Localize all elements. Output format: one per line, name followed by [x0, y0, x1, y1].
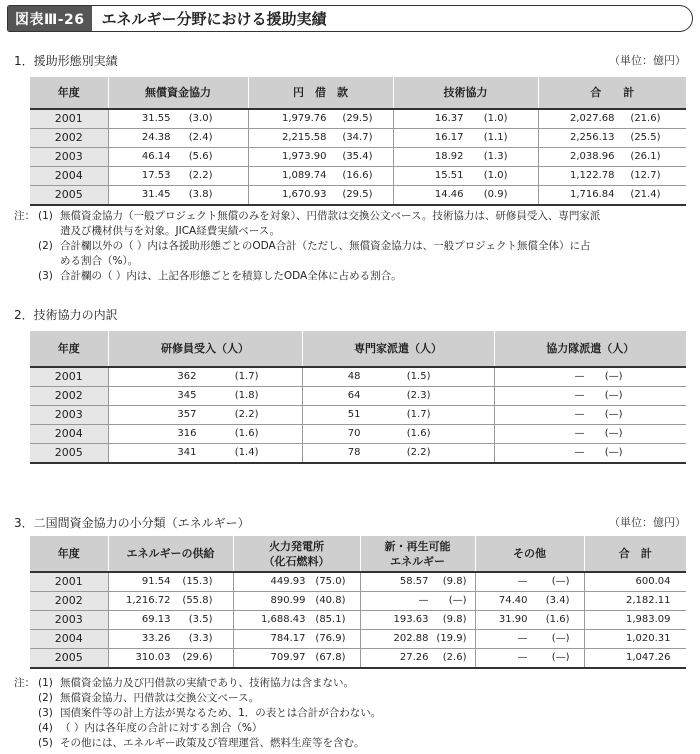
value-percentage: (16.6): [342, 170, 373, 181]
value-percentage: (2.4): [188, 132, 213, 143]
value-amount: 890.99: [270, 595, 306, 606]
value-cell: [248, 167, 393, 186]
value-cell: [108, 109, 248, 129]
value-amount: 51: [347, 409, 361, 420]
table-row: [30, 649, 686, 669]
note-line: [14, 676, 381, 691]
section3-notes: [14, 676, 381, 751]
year-cell: 2003: [30, 611, 108, 630]
value-cell: [360, 611, 475, 630]
column-header-label: 年度: [57, 86, 80, 99]
value-percentage: (2.2): [406, 447, 431, 458]
value-cell: [108, 592, 233, 611]
value-percentage: (67.8): [315, 652, 346, 663]
value-amount: 58.57: [399, 576, 429, 587]
value-cell: [475, 572, 584, 592]
note-number: (4): [38, 722, 53, 734]
value-amount: —: [574, 390, 585, 401]
value-amount: —: [517, 633, 528, 644]
note-indent: [14, 691, 38, 706]
value-amount: 1,122.78: [569, 170, 615, 181]
value-cell: [584, 649, 686, 669]
note-text: 国債案件等の計上方法が異なるため、1．の表とは合計が合わない。: [60, 707, 382, 719]
value-percentage: (34.7): [342, 132, 373, 143]
value-cell: [302, 425, 494, 444]
column-header: [30, 331, 108, 367]
value-amount: —: [574, 447, 585, 458]
value-cell: [393, 109, 538, 129]
value-percentage: (5.6): [188, 151, 213, 162]
value-cell: [494, 425, 686, 444]
value-amount: 449.93: [270, 576, 306, 587]
value-amount: 31.90: [498, 614, 528, 625]
value-percentage: (85.1): [315, 614, 346, 625]
value-amount: 600.04: [635, 576, 671, 587]
note-text: 無償資金協力（一般プロジェクト無償のみを対象）、円借款は交換公文ベース。技術協力は、研修員受入、専門家派: [60, 210, 601, 222]
figure-number: 図表Ⅲ-26: [8, 6, 92, 31]
value-cell: [108, 649, 233, 669]
value-amount: —: [574, 371, 585, 382]
table-row: [30, 425, 686, 444]
value-cell: [108, 425, 302, 444]
value-amount: —: [517, 576, 528, 587]
value-percentage: (1.5): [406, 371, 431, 382]
value-percentage: (29.6): [182, 652, 213, 663]
column-header: [584, 536, 686, 572]
value-percentage: (—): [551, 652, 570, 663]
column-header: [538, 77, 686, 109]
value-cell: [248, 148, 393, 167]
column-header-label: 円 借 款: [293, 86, 348, 99]
column-header: [360, 536, 475, 572]
column-header: [108, 331, 302, 367]
value-amount: 70: [347, 428, 361, 439]
value-amount: 709.97: [270, 652, 306, 663]
value-cell: [494, 444, 686, 464]
note-line: [14, 691, 381, 706]
value-amount: 1,089.74: [281, 170, 327, 181]
column-header: [108, 77, 248, 109]
note-number: (1): [38, 210, 53, 222]
year-cell: 2005: [30, 186, 108, 206]
column-header-sublabel: （化石燃料）: [263, 554, 330, 568]
note-indent: [14, 269, 38, 284]
note-number: (3): [38, 707, 53, 719]
table-row: [30, 630, 686, 649]
value-amount: 17.53: [141, 170, 171, 181]
value-cell: [538, 167, 686, 186]
value-percentage: (75.0): [315, 576, 346, 587]
value-cell: [233, 630, 360, 649]
value-cell: [584, 630, 686, 649]
table-row: [30, 592, 686, 611]
note-number: (3): [38, 270, 53, 282]
value-cell: [475, 611, 584, 630]
note-line: [14, 254, 600, 269]
value-amount: 345: [177, 390, 197, 401]
value-cell: [302, 444, 494, 464]
note-number: (2): [38, 692, 53, 704]
value-percentage: (2.2): [234, 409, 259, 420]
value-amount: 2,256.13: [569, 132, 615, 143]
column-header-label: 年度: [57, 342, 80, 355]
column-header-label: 協力隊派遣（人）: [546, 342, 635, 355]
value-amount: 74.40: [498, 595, 528, 606]
value-cell: [248, 129, 393, 148]
year-cell: 2005: [30, 444, 108, 464]
column-header-label: 合 計: [590, 86, 635, 99]
note-text: 無償資金協力、円借款は交換公文ベース。: [60, 692, 260, 704]
value-percentage: (0.9): [483, 189, 508, 200]
value-amount: 1,020.31: [625, 633, 671, 644]
value-amount: —: [418, 595, 429, 606]
value-amount: 316: [177, 428, 197, 439]
value-cell: [248, 186, 393, 206]
value-amount: 15.51: [434, 170, 464, 181]
value-cell: [108, 148, 248, 167]
year-cell: 2004: [30, 630, 108, 649]
section1-heading: 1．援助形態別実績: [14, 54, 118, 68]
column-header-label: 技術協力: [443, 86, 488, 99]
note-text: その他には、エネルギー政策及び管理運営、燃料生産等を含む。: [60, 737, 365, 749]
value-amount: 27.26: [399, 652, 429, 663]
year-cell: 2001: [30, 572, 108, 592]
value-percentage: (3.5): [188, 614, 213, 625]
value-percentage: (1.7): [406, 409, 431, 420]
value-percentage: (55.8): [182, 595, 213, 606]
note-indent: [38, 224, 60, 239]
table-row: [30, 367, 686, 387]
value-cell: [108, 444, 302, 464]
value-cell: [584, 592, 686, 611]
value-cell: [233, 592, 360, 611]
year-cell: 2002: [30, 129, 108, 148]
value-amount: 2,182.11: [625, 595, 671, 606]
value-cell: [538, 129, 686, 148]
table-row: [30, 129, 686, 148]
value-amount: 31.55: [141, 113, 171, 124]
value-amount: 2,038.96: [569, 151, 615, 162]
value-cell: [538, 109, 686, 129]
value-cell: [538, 186, 686, 206]
value-amount: 18.92: [434, 151, 464, 162]
column-header: [108, 536, 233, 572]
column-header: [475, 536, 584, 572]
figure-title: エネルギー分野における援助実績: [101, 10, 327, 28]
value-cell: [584, 572, 686, 592]
value-cell: [475, 630, 584, 649]
note-line: [14, 269, 600, 284]
value-percentage: (9.8): [442, 576, 467, 587]
value-amount: 31.45: [141, 189, 171, 200]
table-row: [30, 186, 686, 206]
table-technical-cooperation: [30, 331, 686, 464]
note-indent: [38, 254, 60, 269]
value-cell: [538, 148, 686, 167]
value-percentage: (1.0): [483, 170, 508, 181]
value-percentage: (1.6): [545, 614, 570, 625]
value-amount: 16.17: [434, 132, 464, 143]
value-amount: 1,979.76: [281, 113, 327, 124]
value-amount: 310.03: [135, 652, 171, 663]
table-aid-by-type: [30, 77, 686, 206]
value-amount: 1,688.43: [260, 614, 306, 625]
value-amount: 1,670.93: [281, 189, 327, 200]
note-indent: [14, 239, 38, 254]
value-percentage: (9.8): [442, 614, 467, 625]
table-row: [30, 167, 686, 186]
value-amount: 46.14: [141, 151, 171, 162]
value-amount: 69.13: [141, 614, 171, 625]
value-cell: [108, 630, 233, 649]
figure-title-bar: [7, 5, 693, 32]
note-number: (5): [38, 737, 53, 749]
column-header-label: 専門家派遣（人）: [354, 342, 442, 355]
value-amount: 1,047.26: [625, 652, 671, 663]
value-percentage: (1.1): [483, 132, 508, 143]
value-cell: [248, 109, 393, 129]
table-row: [30, 611, 686, 630]
value-percentage: (1.6): [406, 428, 431, 439]
value-percentage: (21.6): [630, 113, 661, 124]
value-cell: [108, 572, 233, 592]
column-header: [248, 77, 393, 109]
value-percentage: (29.5): [342, 189, 373, 200]
note-text: 遣及び機材供与を対象。JICA経費実績ベース。: [60, 225, 280, 237]
value-percentage: (29.5): [342, 113, 373, 124]
value-amount: 48: [347, 371, 361, 382]
section1-notes: [14, 209, 600, 284]
value-percentage: (—): [604, 371, 623, 382]
value-percentage: (1.8): [234, 390, 259, 401]
table-row: [30, 406, 686, 425]
value-cell: [360, 649, 475, 669]
value-amount: 1,716.84: [569, 189, 615, 200]
note-line: [14, 209, 600, 224]
column-header-label: その他: [513, 547, 546, 560]
year-cell: 2004: [30, 167, 108, 186]
value-percentage: (3.4): [545, 595, 570, 606]
value-amount: —: [574, 409, 585, 420]
note-indent: [14, 254, 38, 269]
value-percentage: (—): [604, 409, 623, 420]
column-header-label: 火力発電所: [269, 539, 324, 553]
value-percentage: (1.7): [234, 371, 259, 382]
section1-unit: （単位：億円）: [609, 54, 686, 67]
value-amount: 202.88: [393, 633, 429, 644]
column-header-sublabel: エネルギー: [390, 554, 445, 568]
value-cell: [360, 592, 475, 611]
value-amount: 78: [347, 447, 361, 458]
year-cell: 2001: [30, 109, 108, 129]
value-amount: 2,215.58: [281, 132, 327, 143]
table-row: [30, 387, 686, 406]
section2-heading: 2．技術協力の内訳: [14, 308, 118, 322]
column-header-label: エネルギーの供給: [126, 547, 215, 560]
value-cell: [108, 406, 302, 425]
value-cell: [108, 167, 248, 186]
value-percentage: (15.3): [182, 576, 213, 587]
column-header: [494, 331, 686, 367]
note-indent: [14, 706, 38, 721]
value-amount: 24.38: [141, 132, 171, 143]
year-cell: 2001: [30, 367, 108, 387]
column-header: [302, 331, 494, 367]
value-percentage: (1.0): [483, 113, 508, 124]
note-text: 合計欄の（ ）内は、上記各形態ごとを積算したODA全体に占める割合。: [60, 270, 402, 282]
value-cell: [475, 592, 584, 611]
year-cell: 2002: [30, 592, 108, 611]
value-percentage: (3.3): [188, 633, 213, 644]
year-cell: 2005: [30, 649, 108, 669]
value-amount: 362: [177, 371, 197, 382]
value-amount: —: [574, 428, 585, 439]
column-header: [30, 536, 108, 572]
value-percentage: (76.9): [315, 633, 346, 644]
value-percentage: (12.7): [630, 170, 661, 181]
value-percentage: (19.9): [436, 633, 467, 644]
column-header-label: 合 計: [618, 547, 652, 560]
value-cell: [108, 186, 248, 206]
value-percentage: (—): [604, 428, 623, 439]
column-header-label: 研修員受入（人）: [161, 342, 249, 355]
column-header-label: 年度: [57, 547, 80, 560]
value-percentage: (—): [604, 447, 623, 458]
value-percentage: (—): [448, 595, 467, 606]
value-cell: [302, 406, 494, 425]
value-cell: [108, 387, 302, 406]
year-cell: 2002: [30, 387, 108, 406]
value-percentage: (1.6): [234, 428, 259, 439]
table-row: [30, 572, 686, 592]
column-header-label: 無償資金協力: [145, 86, 211, 99]
value-cell: [393, 186, 538, 206]
note-line: [14, 706, 381, 721]
value-percentage: (35.4): [342, 151, 373, 162]
value-amount: 33.26: [141, 633, 171, 644]
value-amount: 357: [177, 409, 197, 420]
value-cell: [108, 129, 248, 148]
note-lead: 注：: [14, 677, 35, 689]
value-amount: 91.54: [141, 576, 171, 587]
value-amount: —: [517, 652, 528, 663]
value-amount: 1,216.72: [125, 595, 171, 606]
value-amount: 1,983.09: [625, 614, 671, 625]
value-cell: [233, 649, 360, 669]
column-header: [233, 536, 360, 572]
note-indent: [14, 224, 38, 239]
value-amount: 193.63: [393, 614, 429, 625]
year-cell: 2004: [30, 425, 108, 444]
table-row: [30, 148, 686, 167]
value-amount: 1,973.90: [281, 151, 327, 162]
value-percentage: (—): [551, 576, 570, 587]
note-text: 無償資金協力及び円借款の実績であり、技術協力は含まない。: [60, 677, 354, 689]
value-percentage: (1.4): [234, 447, 259, 458]
section3-unit: （単位：億円）: [609, 516, 686, 529]
value-amount: 341: [177, 447, 197, 458]
value-amount: 784.17: [270, 633, 306, 644]
column-header-label: 新・再生可能: [384, 539, 451, 553]
note-line: [14, 239, 600, 254]
value-percentage: (21.4): [630, 189, 661, 200]
note-text: 合計欄以外の（ ）内は各援助形態ごとのODA合計（ただし、無償資金協力は、一般プロジェクト無償全体）に占: [60, 240, 591, 252]
note-line: [14, 721, 381, 736]
note-text: （ ）内は各年度の合計に対する割合（%）: [60, 722, 263, 734]
note-text: める割合（%）。: [60, 255, 139, 267]
note-lead: 注：: [14, 210, 35, 222]
value-cell: [393, 167, 538, 186]
note-indent: [14, 721, 38, 736]
value-cell: [233, 611, 360, 630]
value-cell: [494, 406, 686, 425]
year-cell: 2003: [30, 406, 108, 425]
table-bilateral-energy: [30, 536, 686, 669]
value-cell: [360, 572, 475, 592]
value-percentage: (2.2): [188, 170, 213, 181]
value-amount: 2,027.68: [569, 113, 615, 124]
value-cell: [494, 367, 686, 387]
value-cell: [475, 649, 584, 669]
table-row: [30, 444, 686, 464]
note-indent: [14, 736, 38, 751]
value-amount: 14.46: [434, 189, 464, 200]
value-percentage: (—): [604, 390, 623, 401]
column-header: [393, 77, 538, 109]
value-cell: [360, 630, 475, 649]
value-cell: [393, 129, 538, 148]
year-cell: 2003: [30, 148, 108, 167]
value-cell: [233, 572, 360, 592]
value-percentage: (2.3): [406, 390, 431, 401]
value-cell: [108, 367, 302, 387]
value-cell: [302, 367, 494, 387]
column-header: [30, 77, 108, 109]
note-number: (2): [38, 240, 53, 252]
note-number: (1): [38, 677, 53, 689]
value-cell: [584, 611, 686, 630]
value-cell: [494, 387, 686, 406]
value-amount: 16.37: [434, 113, 464, 124]
value-percentage: (1.3): [483, 151, 508, 162]
note-line: [14, 736, 381, 751]
note-line: [14, 224, 600, 239]
value-amount: 64: [347, 390, 361, 401]
value-percentage: (25.5): [630, 132, 661, 143]
table-row: [30, 109, 686, 129]
value-percentage: (2.6): [442, 652, 467, 663]
value-cell: [108, 611, 233, 630]
value-percentage: (3.8): [188, 189, 213, 200]
value-percentage: (3.0): [188, 113, 213, 124]
value-cell: [393, 148, 538, 167]
value-cell: [302, 387, 494, 406]
value-percentage: (—): [551, 633, 570, 644]
value-percentage: (40.8): [315, 595, 346, 606]
value-percentage: (26.1): [630, 151, 661, 162]
section3-heading: 3．二国間資金協力の小分類（エネルギー）: [14, 516, 250, 530]
